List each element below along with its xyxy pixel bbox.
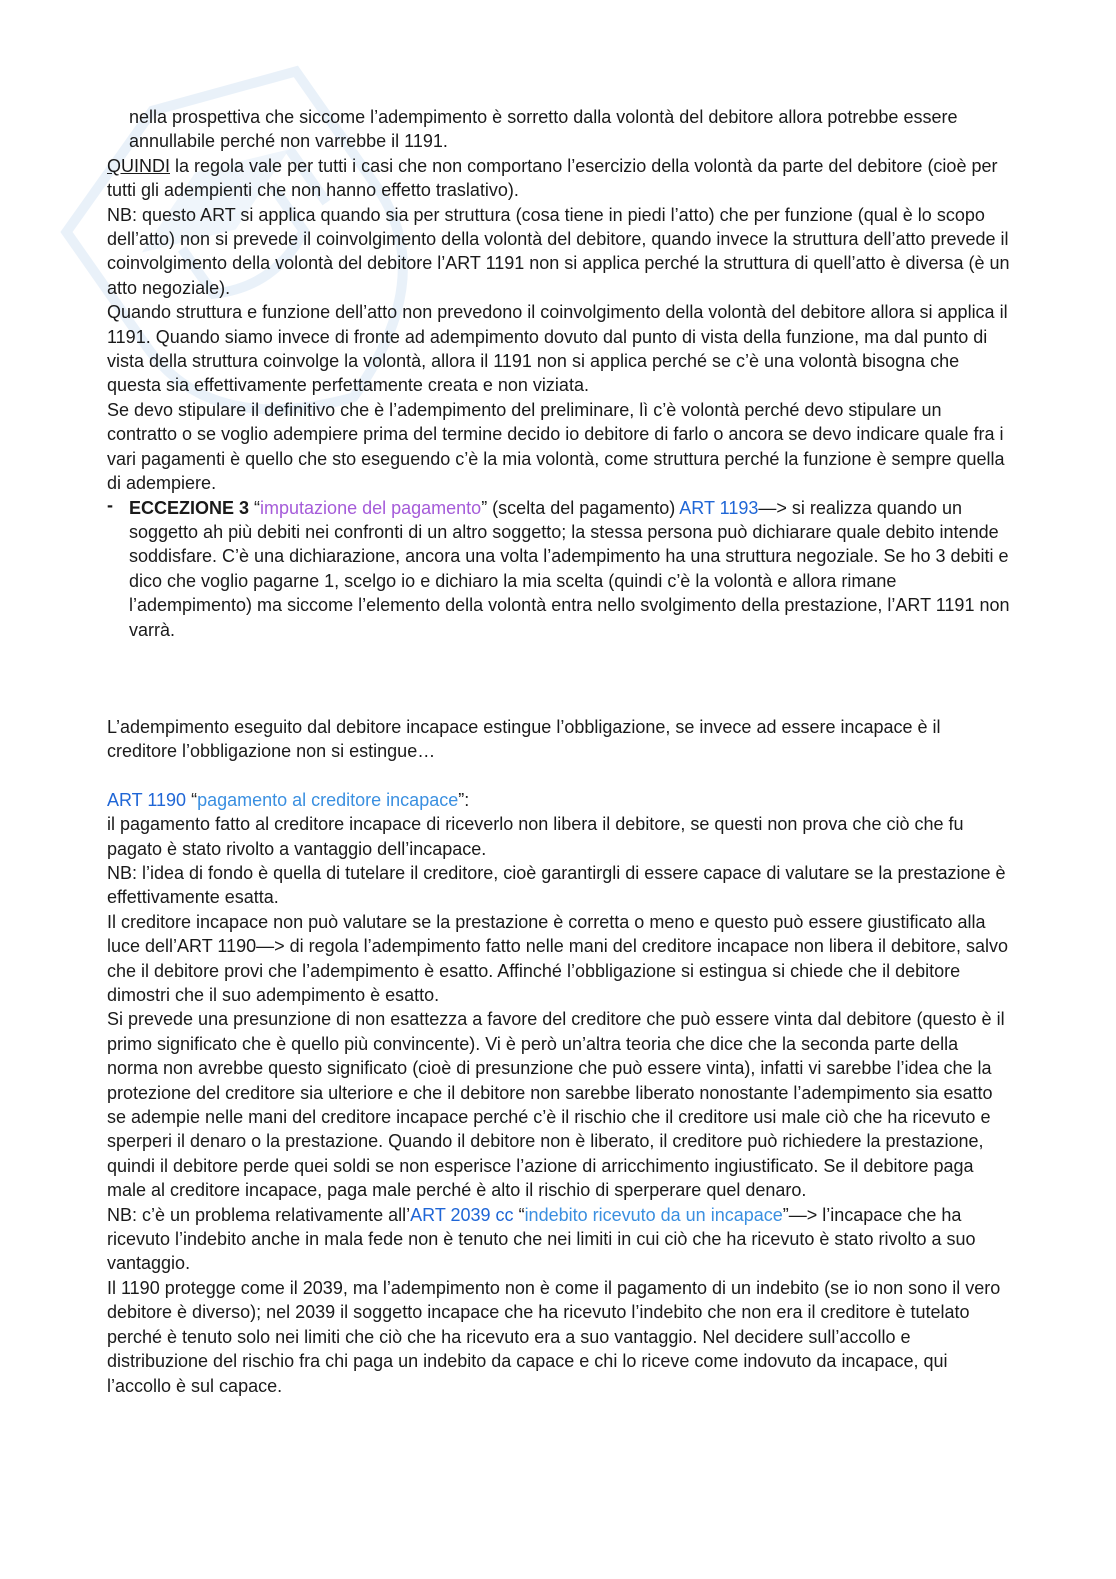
art-1190-reference: ART 1190 [107,789,187,810]
paragraph-se-devo: Se devo stipulare il definitivo che è l’adempimento del preliminare, lì c’è volontà perché devo stipulare un contratto o se voglio adempiere prima del termine decido io debitore di farlo o ancora se devo indicare quale fra i vari pagamenti è quello che sto eseguendo c’è la mia volontà, come struttura perché la funzione è sempre quella di adempiere. [107,399,1005,494]
nb-struttura-funzione: NB: questo ART si applica quando sia per struttura (cosa tiene in piedi l’atto) che per funzione (qual è lo scopo dell’atto) non si prevede il coinvolgimento della volontà del debitore, quando invece la struttura dell’atto prevede il coinvolgimento della volontà del debitore l’ART 1191 non si applica perché la struttura di quell’atto è diversa (è un atto negoziale). [107,204,1010,298]
eccezione-body: —> si realizza quando un soggetto ah più debiti nei confronti di un altro soggetto; la stessa persona può dichiarare quale debito intende soddisfare. C’è una dichiarazione, ancora una volta l’adempimento ha una struttura negoziale. Se ho 3 debiti e dico che voglio pagarne 1, scelgo io e dichiaro la mia scelta (quindi c’è la volontà e allora rimane l’adempimento) ma siccome l’elemento della volontà entra nello svolgimento della prestazione, l’ART 1191 non varrà. [129,497,1010,640]
art-2039-reference: ART 2039 cc [410,1204,514,1225]
quote-open: “ [186,789,198,810]
bullet-eccezione-3 [107,496,1012,642]
term-imputazione: imputazione del pagamento [260,497,482,518]
paragraph-presunzione: Si prevede una presunzione di non esattezza a favore del creditore che può essere vinta dal debitore (questo è il primo significato che è quello più convincente). Vi è però un’altra teoria che dice che la seconda parte della norma non avrebbe questo significato (cioè di presunzione che può essere vinta), infatti vi sarebbe l’idea che la protezione del creditore sia ulteriore e che il debitore non sarebbe liberato nonostante l’adempimento sia esatto se adempie nelle mani del creditore incapace perché c’è il rischio che il creditore usi male ciò che ha ricevuto e sperperi il denaro o la prestazione. Quando il debitore non è liberato, il creditore può richiedere la prestazione, quindi il debitore perde quei soldi se non esperisce l’azione di arricchimento ingiustificato. Se il debitore paga male al creditore incapace, paga male perché è alto il rischio di sperperare quel denaro. [107,1009,1005,1201]
bullet-dash: - [107,494,113,515]
art-1190-rule: il pagamento fatto al creditore incapace di riceverlo non libera il debitore, se questi non prova che ciò che fu pagato è stato rivolto a vantaggio dell’incapace. [107,814,964,859]
term-explanation: ” (scelta del pagamento) [481,497,680,518]
art-1193-reference: ART 1193 [679,497,759,518]
quote-open: “ [513,1204,525,1225]
paragraph-intro-incapace: L’adempimento eseguito dal debitore incapace estingue l’obbligazione, se invece ad essere incapace è il creditore l’obbligazione non si estingue… [107,716,941,762]
quote-close: ”: [458,789,470,810]
nb-art-2039-body: ”—> l’incapace che ha ricevuto l’indebito anche in mala fede non è tenuto che nei limiti in cui ciò che ha ricevuto è stato rivolto a suo vantaggio. [107,1204,976,1274]
quindi-label: QUINDI [107,155,170,176]
art-1190-title: pagamento al creditore incapace [197,789,459,810]
art-2039-title: indebito ricevuto da un incapace [524,1204,783,1225]
quindi-paragraph [107,154,1012,203]
nb-art-2039-intro: NB: c’è un problema relativamente all’ [107,1204,411,1225]
eccezione-title: ECCEZIONE 3 [129,497,250,518]
nb-tutela-creditore: NB: l’idea di fondo è quella di tutelare il creditore, cioè garantirgli di essere capace di valutare se la prestazione è effettivamente esatta. [107,862,1006,908]
paragraph-1190-vs-2039: Il 1190 protegge come il 2039, ma l’adempimento non è come il pagamento di un indebito (se io non sono il vero debitore è diverso); nel 2039 il soggetto incapace che ha ricevuto l’indebito che non era il creditore è tutelato perché è tenuto solo nei limiti che ciò che ha ricevuto era a suo vantaggio. Nel decidere sull’accollo e distribuzione del rischio fra chi paga un indebito da capace e chi lo riceve come indovuto da incapace, qui l’accollo è sul capace. [107,1277,1001,1396]
paragraph-quando-struttura: Quando struttura e funzione dell’atto non prevedono il coinvolgimento della volontà del debitore allora si applica il 1191. Quando siamo invece di fronte ad adempimento dovuto dal punto di vista della funzione, ma dal punto di vista della struttura coinvolge la volontà, allora il 1191 non si applica perché se c’è una volontà bisogna che questa sia effettivamente perfettamente creata e non viziata. [107,302,1008,396]
nb-art-2039 [107,1203,1012,1276]
paragraph-creditore-incapace: Il creditore incapace non può valutare se la prestazione è corretta o meno e questo può essere giustificato alla luce dell’ART 1190—> di regola l’adempimento fatto nelle mani del creditore incapace non libera il debitore, salvo che il debitore provi che l’adempimento è esatto. Affinché l’obbligazione si estingua si chiede che il debitore dimostri che il suo adempimento è esatto. [107,911,1009,1005]
quindi-text: la regola vale per tutti i casi che non comportano l’esercizio della volontà da parte del debitore (cioè per tutti gli adempienti che non hanno effetto traslativo). [107,155,998,201]
document-page [107,105,1012,1398]
art-1190-heading [107,788,1012,812]
continuation-paragraph: nella prospettiva che siccome l’adempimento è sorretto dalla volontà del debitore allora potrebbe essere annullabile perché non varrebbe il 1191. [129,107,958,152]
quote-open: “ [249,497,261,518]
